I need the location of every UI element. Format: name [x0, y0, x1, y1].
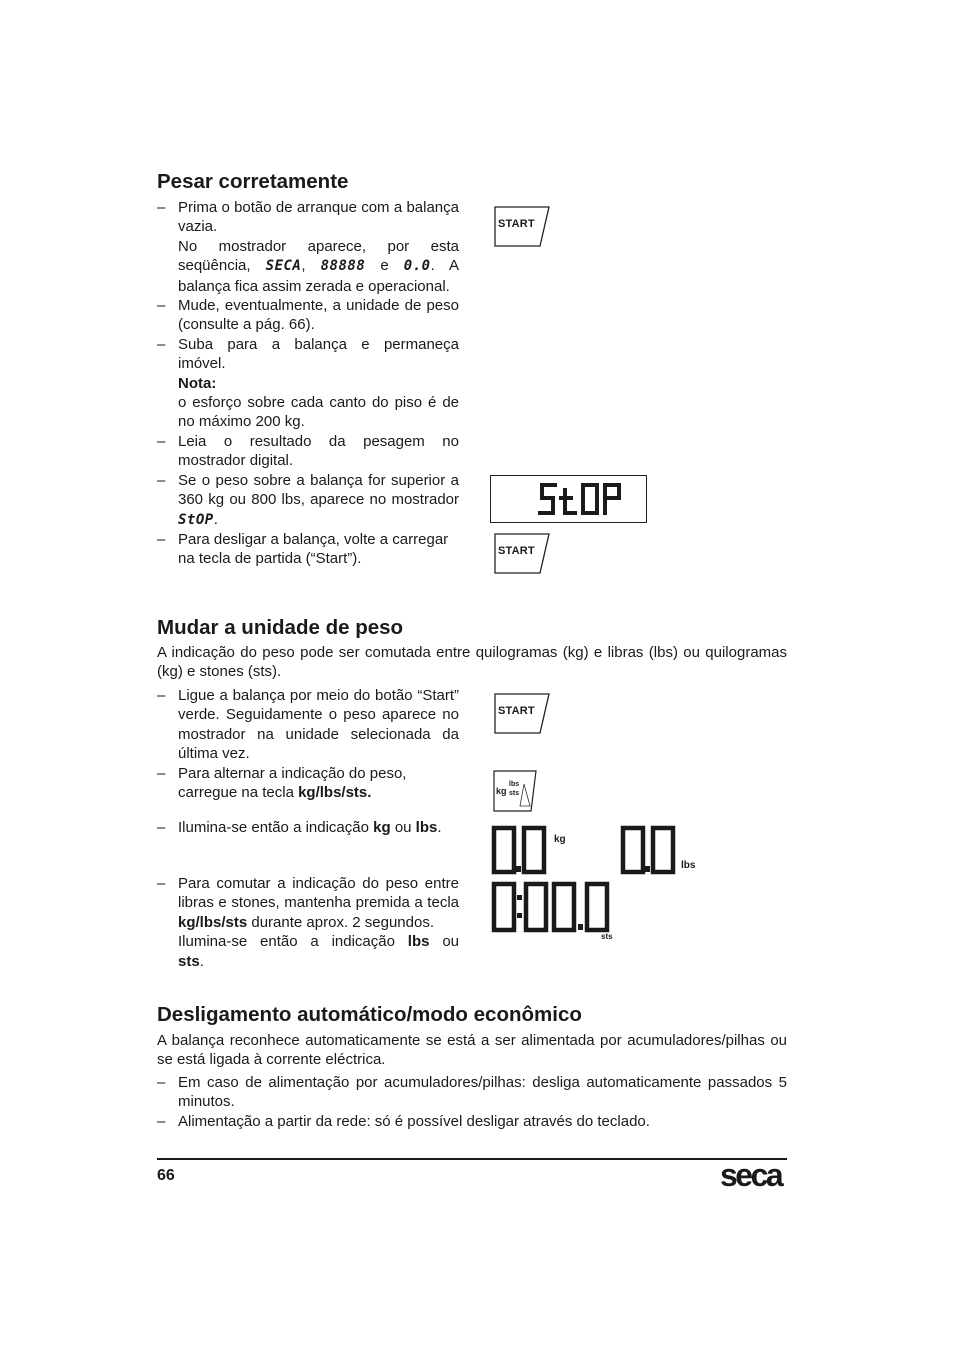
section-title-unidade: Mudar a unidade de peso	[157, 616, 404, 639]
list-item: – Para alternar a indicação do peso, carregue na tecla kg/lbs/sts.	[157, 764, 459, 803]
page-number: 66	[157, 1167, 175, 1184]
list-item: – Em caso de alimentação por acumuladores/pilhas: desliga automaticamente passados 5 minutos.	[157, 1073, 787, 1112]
display-zero-lbs	[620, 825, 682, 875]
lcd-zero-glyph: 0.0	[403, 258, 431, 275]
unit-label-sts: sts	[601, 932, 613, 941]
section-title-pesar: Pesar corretamente	[157, 170, 349, 193]
instructions-list-desligamento	[157, 1073, 787, 1131]
start-key-icon: START	[494, 206, 548, 246]
list-item: – Alimentação a partir da rede: só é possível desligar através do teclado.	[157, 1112, 787, 1131]
lcd-stop-glyph: StOP	[178, 511, 214, 528]
unit-key-icon: kg lbs sts	[493, 770, 537, 812]
display-zero-kg	[491, 825, 553, 875]
list-item: – Para desligar a balança, volte a carregar na tecla de partida (“Start”).	[157, 530, 459, 569]
note-label: Nota:	[178, 374, 217, 392]
list-item: – Ilumina-se então a indicação kg ou lbs.	[157, 818, 459, 837]
list-item: – Ligue a balança por meio do botão “Start” verde. Seguidamente o peso aparece no mostrador na unidade selecionada da última vez.	[157, 686, 459, 764]
instructions-list-unidade	[157, 686, 459, 802]
unit-label-kg: kg	[554, 834, 566, 845]
list-item: – Prima o botão de arranque com a balança vazia. No mostrador aparece, por esta seqüência, SECA, 88888 e 0.0. A balança fica assim zerada e operacional.	[157, 198, 459, 296]
list-item: – Se o peso sobre a balança for superior a 360 kg ou 800 lbs, aparece no mostrador StOP.	[157, 471, 459, 530]
instructions-list-unidade-2	[157, 818, 459, 837]
stop-display	[490, 475, 647, 523]
list-item: – Mude, eventualmente, a unidade de peso (consulte a pág. 66).	[157, 296, 459, 335]
list-item: – Leia o resultado da pesagem no mostrador digital.	[157, 432, 459, 471]
note-text: o esforço sobre cada canto do piso é de no máximo 200 kg.	[178, 394, 459, 431]
start-key-icon: START	[494, 533, 548, 573]
list-item: – Para comutar a indicação do peso entre libras e stones, mantenha premida a tecla kg/lbs/sts durante aprox. 2 segundos. Ilumina-se então a indicação lbs ou sts.	[157, 874, 459, 971]
lcd-88888-glyph: 88888	[320, 258, 366, 275]
lcd-seca-glyph: SECA	[265, 258, 302, 275]
brand-logo: seca	[720, 1157, 782, 1193]
stop-segment-glyph	[537, 480, 637, 520]
display-zero-sts	[491, 881, 617, 933]
footer-rule	[157, 1158, 787, 1160]
instructions-list-unidade-3	[157, 874, 459, 971]
section-title-desligamento: Desligamento automático/modo econômico	[157, 1003, 582, 1026]
section-intro-desligamento: A balança reconhece automaticamente se está a ser alimentada por acumuladores/pilhas ou se está ligada à corrente eléctrica.	[157, 1032, 787, 1069]
start-key-icon: START	[494, 693, 548, 733]
unit-label-lbs: lbs	[681, 860, 696, 871]
list-item: – Suba para a balança e permaneça imóvel. Nota: o esforço sobre cada canto do piso é de no máximo 200 kg.	[157, 335, 459, 432]
instructions-list-pesar	[157, 198, 459, 569]
section-intro-unidade: A indicação do peso pode ser comutada entre quilogramas (kg) e libras (lbs) ou quilogramas (kg) e stones (sts).	[157, 644, 787, 681]
